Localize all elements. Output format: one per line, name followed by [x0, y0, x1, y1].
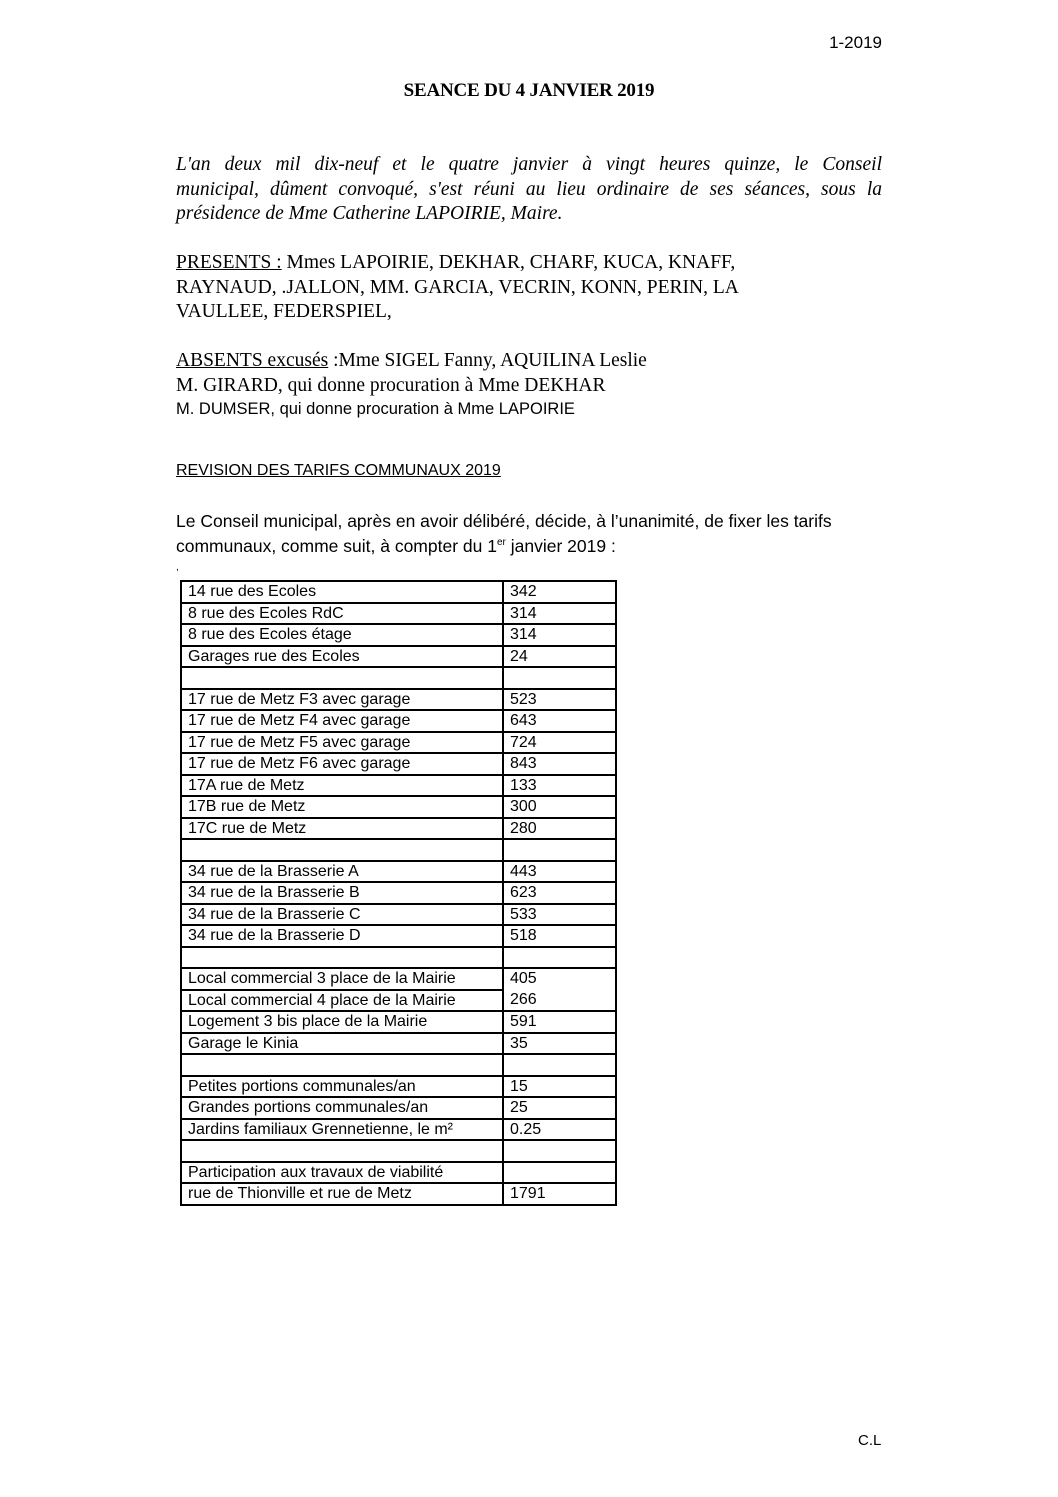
- tarif-label-cell: [181, 667, 503, 689]
- decision-text: communaux, comme suit, à compter du 1: [176, 536, 497, 556]
- tarif-label-cell: 17B rue de Metz: [181, 796, 503, 818]
- decision-line: [176, 534, 896, 559]
- tarif-label-cell: 34 rue de la Brasserie D: [181, 925, 503, 947]
- table-row: [181, 1183, 616, 1205]
- tarif-label-cell: 17 rue de Metz F3 avec garage: [181, 689, 503, 711]
- intro-line: présidence de Mme Catherine LAPOIRIE, Maire.: [176, 203, 563, 224]
- tarif-label-cell: [181, 1140, 503, 1162]
- intro-paragraph: [176, 153, 882, 227]
- table-row: [181, 882, 616, 904]
- tarif-label-cell: 8 rue des Ecoles RdC: [181, 603, 503, 625]
- presents-line: VAULLEE, FEDERSPIEL,: [176, 301, 392, 322]
- table-row: [181, 775, 616, 797]
- tarif-value-cell: 623: [503, 882, 616, 904]
- tarif-label-cell: 8 rue des Ecoles étage: [181, 624, 503, 646]
- table-row: [181, 1119, 616, 1141]
- tarif-value-cell: 533: [503, 904, 616, 926]
- table-row: [181, 753, 616, 775]
- tarif-value-cell: 266: [503, 990, 616, 1012]
- tarif-label-cell: rue de Thionville et rue de Metz: [181, 1183, 503, 1205]
- tarif-label-cell: [181, 947, 503, 969]
- decision-paragraph: [176, 509, 896, 559]
- stray-mark: ,: [176, 562, 179, 573]
- table-spacer-row: [181, 947, 616, 969]
- absents-block: [176, 349, 896, 398]
- table-row: [181, 796, 616, 818]
- tarif-label-cell: 17A rue de Metz: [181, 775, 503, 797]
- ordinal-superscript: er: [496, 537, 506, 548]
- tarif-label-cell: 17 rue de Metz F4 avec garage: [181, 710, 503, 732]
- table-row: [181, 646, 616, 668]
- tarif-value-cell: [503, 1140, 616, 1162]
- table-spacer-row: [181, 1140, 616, 1162]
- tarifs-table: [180, 580, 617, 1206]
- presents-line: RAYNAUD, .JALLON, MM. GARCIA, VECRIN, KONN, PERIN, LA: [176, 276, 739, 298]
- table-spacer-row: [181, 839, 616, 861]
- tarif-value-cell: [503, 1054, 616, 1076]
- tarif-value-cell: 24: [503, 646, 616, 668]
- table-row: [181, 1011, 616, 1033]
- tarif-value-cell: 300: [503, 796, 616, 818]
- table-row: [181, 603, 616, 625]
- tarif-value-cell: 314: [503, 624, 616, 646]
- intro-line: municipal, dûment convoqué, s'est réuni au lieu ordinaire de ses séances, sous la: [176, 178, 882, 200]
- proxy-line: M. DUMSER, qui donne procuration à Mme LAPOIRIE: [176, 400, 575, 418]
- tarif-value-cell: 643: [503, 710, 616, 732]
- tarif-label-cell: 14 rue des Ecoles: [181, 581, 503, 603]
- absents-line: [176, 349, 896, 374]
- presents-label: PRESENTS :: [176, 252, 282, 273]
- footer-initials: C.L: [858, 1432, 882, 1449]
- tarif-value-cell: [503, 947, 616, 969]
- presents-line: [176, 251, 896, 276]
- table-row: [181, 861, 616, 883]
- table-spacer-row: [181, 667, 616, 689]
- tarif-label-cell: Local commercial 4 place de la Mairie: [181, 990, 503, 1012]
- tarif-label-cell: Participation aux travaux de viabilité: [181, 1162, 503, 1184]
- tarif-value-cell: 843: [503, 753, 616, 775]
- tarif-label-cell: Local commercial 3 place de la Mairie: [181, 968, 503, 990]
- table-row: [181, 624, 616, 646]
- tarif-label-cell: Grandes portions communales/an: [181, 1097, 503, 1119]
- absents-label: ABSENTS excusés: [176, 350, 329, 371]
- table-row: [181, 1033, 616, 1055]
- tarif-value-cell: [503, 1162, 616, 1184]
- tarif-label-cell: Logement 3 bis place de la Mairie: [181, 1011, 503, 1033]
- tarif-value-cell: 35: [503, 1033, 616, 1055]
- table-row: [181, 1162, 616, 1184]
- tarif-label-cell: 17C rue de Metz: [181, 818, 503, 840]
- tarif-value-cell: 0.25: [503, 1119, 616, 1141]
- tarif-value-cell: 314: [503, 603, 616, 625]
- page-title: SEANCE DU 4 JANVIER 2019: [403, 80, 655, 101]
- table-row: [181, 904, 616, 926]
- tarif-value-cell: 405: [503, 968, 616, 990]
- table-row: [181, 990, 616, 1012]
- tarif-label-cell: Garages rue des Ecoles: [181, 646, 503, 668]
- table-row: [181, 925, 616, 947]
- tarif-value-cell: 443: [503, 861, 616, 883]
- intro-line: L'an deux mil dix-neuf et le quatre janvier à vingt heures quinze, le Conseil: [176, 154, 882, 175]
- tarif-value-cell: 280: [503, 818, 616, 840]
- proxy-line: M. GIRARD, qui donne procuration à Mme DEKHAR: [176, 374, 606, 396]
- tarifs-table-body: [181, 581, 616, 1205]
- table-row: [181, 1076, 616, 1098]
- decision-line: Le Conseil municipal, après en avoir délibéré, décide, à l’unanimité, de fixer les tarifs: [176, 511, 832, 531]
- absents-names: :Mme SIGEL Fanny, AQUILINA Leslie: [328, 350, 647, 371]
- tarif-label-cell: Jardins familiaux Grennetienne, le m²: [181, 1119, 503, 1141]
- tarif-value-cell: [503, 839, 616, 861]
- tarif-label-cell: 34 rue de la Brasserie A: [181, 861, 503, 883]
- table-row: [181, 732, 616, 754]
- table-spacer-row: [181, 1054, 616, 1076]
- table-row: [181, 1097, 616, 1119]
- table-row: [181, 581, 616, 603]
- presents-names: Mmes LAPOIRIE, DEKHAR, CHARF, KUCA, KNAFF,: [281, 252, 736, 273]
- tarif-label-cell: 34 rue de la Brasserie B: [181, 882, 503, 904]
- tarif-label-cell: 17 rue de Metz F6 avec garage: [181, 753, 503, 775]
- table-row: [181, 710, 616, 732]
- tarif-label-cell: [181, 839, 503, 861]
- section-heading: REVISION DES TARIFS COMMUNAUX 2019: [176, 462, 501, 479]
- table-row: [181, 818, 616, 840]
- table-row: [181, 689, 616, 711]
- tarif-label-cell: Petites portions communales/an: [181, 1076, 503, 1098]
- tarif-value-cell: 25: [503, 1097, 616, 1119]
- tarif-value-cell: 591: [503, 1011, 616, 1033]
- tarif-value-cell: 523: [503, 689, 616, 711]
- tarif-label-cell: [181, 1054, 503, 1076]
- tarif-value-cell: [503, 667, 616, 689]
- table-row: [181, 968, 616, 990]
- tarif-label-cell: Garage le Kinia: [181, 1033, 503, 1055]
- tarif-value-cell: 133: [503, 775, 616, 797]
- tarif-value-cell: 724: [503, 732, 616, 754]
- presents-block: [176, 251, 896, 325]
- tarif-value-cell: 15: [503, 1076, 616, 1098]
- tarif-label-cell: 34 rue de la Brasserie C: [181, 904, 503, 926]
- decision-text: janvier 2019 :: [505, 536, 616, 556]
- tarif-value-cell: 518: [503, 925, 616, 947]
- tarif-value-cell: 342: [503, 581, 616, 603]
- page-number: 1-2019: [829, 33, 882, 52]
- tarif-label-cell: 17 rue de Metz F5 avec garage: [181, 732, 503, 754]
- tarif-value-cell: 1791: [503, 1183, 616, 1205]
